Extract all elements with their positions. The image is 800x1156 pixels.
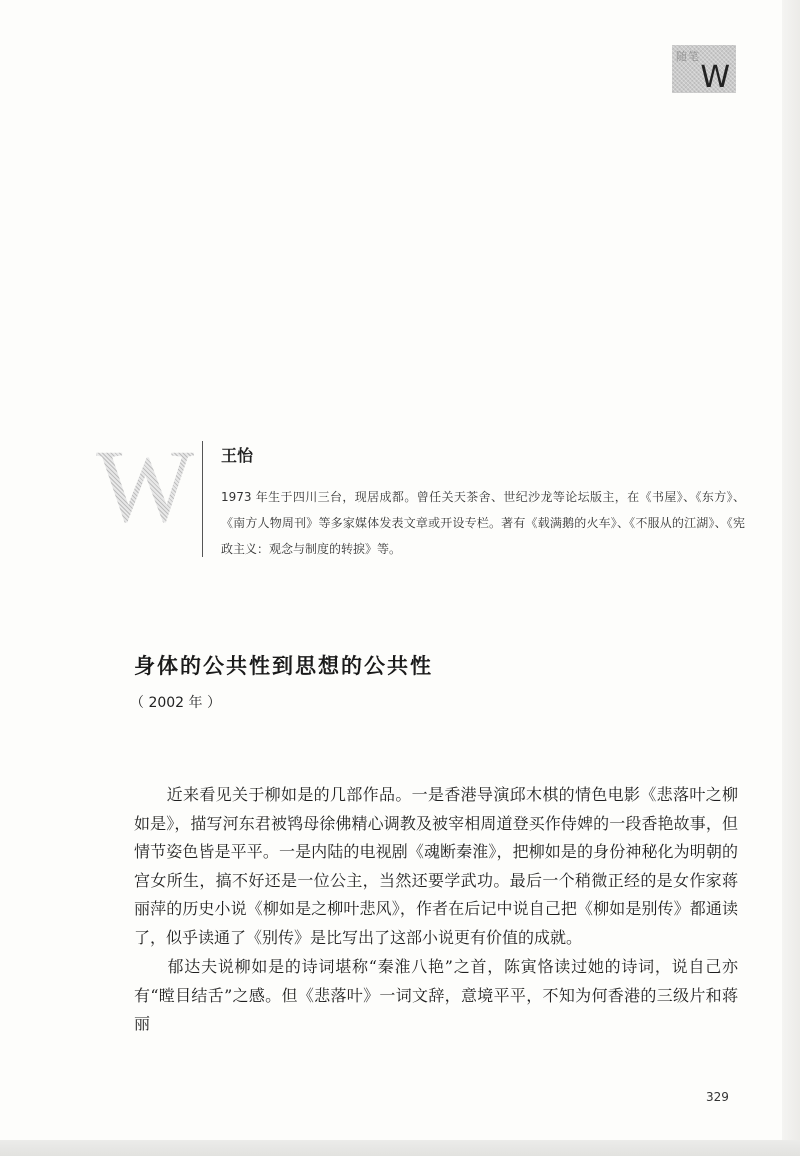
section-tab — [672, 45, 736, 93]
page-number: 329 — [706, 1090, 729, 1104]
scan-edge-right — [782, 0, 800, 1156]
scan-edge-bottom — [0, 1140, 800, 1156]
author-divider — [202, 441, 203, 557]
essay-year: （ 2002 年 ） — [130, 695, 221, 711]
author-name: 王怡 — [221, 446, 254, 465]
section-tab-seal: 随笔 — [676, 50, 700, 63]
author-initial: W — [96, 429, 195, 544]
paragraph: 近来看见关于柳如是的几部作品。一是香港导演邱木棋的情色电影《悲落叶之柳如是》，描写河东君被鸨母徐佛精心调教及被宰相周道登买作侍婢的一段香艳故事，但情节姿色皆是平平。一是内陆的电视剧《魂断秦淮》，把柳如是的身份神秘化为明朝的宫女所生，搞不好还是一位公主，当然还要学武功。最后一个稍微正经的是女作家蒋丽萍的历史小说《柳如是之柳叶悲风》，作者在后记中说自己把《柳如是别传》都通读了，似乎读通了《别传》是比写出了这部小说更有价值的成就。 — [134, 785, 738, 947]
paragraph: 郁达夫说柳如是的诗词堪称“秦淮八艳”之首，陈寅恪读过她的诗词，说自己亦有“瞠目结舌”之感。但《悲落叶》一词文辞，意境平平，不知为何香港的三级片和蒋丽 — [134, 957, 738, 1033]
essay-title: 身体的公共性到思想的公共性 — [134, 653, 433, 678]
author-bio: 1973 年生于四川三台，现居成都。曾任关天茶舍、世纪沙龙等论坛版主，在《书屋》、《东方》、《南方人物周刊》等多家媒体发表文章或开设专栏。著有《载满鹅的火车》、《不服从的江湖》、《宪政主义：观念与制度的转捩》等。 — [221, 490, 745, 556]
section-tab-letter: W — [700, 60, 730, 95]
essay-body — [134, 781, 738, 1039]
